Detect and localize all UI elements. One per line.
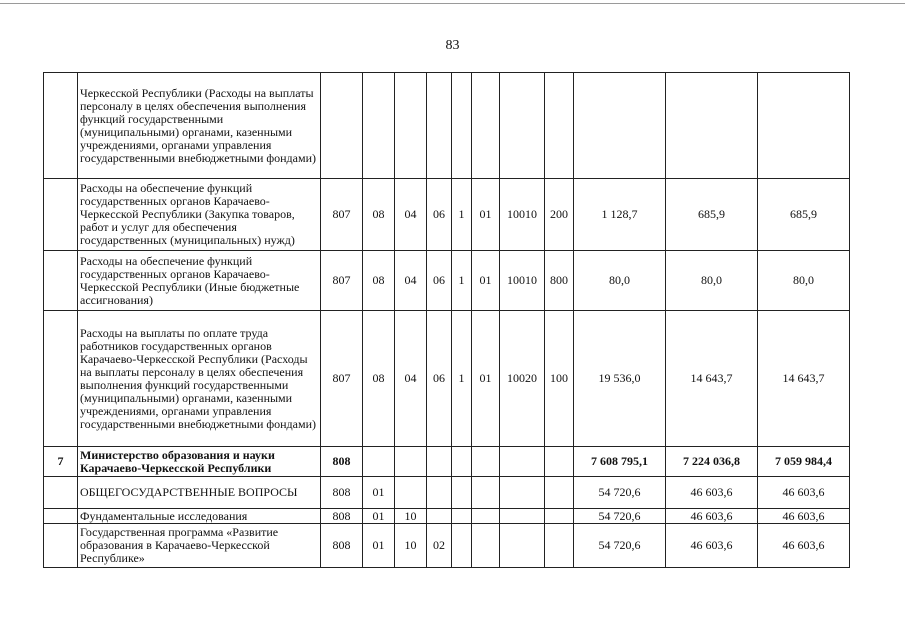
direction-code-cell xyxy=(500,477,545,509)
subprogram-code-cell: 1 xyxy=(452,311,472,447)
expense-type-code-cell xyxy=(545,524,574,568)
amount-year-2-cell: 14 643,7 xyxy=(666,311,758,447)
direction-code-cell: 10010 xyxy=(500,251,545,311)
subsection-code-cell: 10 xyxy=(395,524,427,568)
expense-type-code-cell xyxy=(545,73,574,179)
table-row xyxy=(44,477,850,509)
amount-year-3-cell: 80,0 xyxy=(758,251,850,311)
subprogram-code-cell xyxy=(452,73,472,179)
expense-type-code-cell: 100 xyxy=(545,311,574,447)
table-row xyxy=(44,311,850,447)
ved-code-cell: 808 xyxy=(321,447,363,477)
subprogram-code-cell xyxy=(452,509,472,524)
section-code-cell: 01 xyxy=(363,509,395,524)
ved-code-cell: 807 xyxy=(321,311,363,447)
ved-code-cell: 807 xyxy=(321,251,363,311)
section-code-cell: 08 xyxy=(363,311,395,447)
amount-year-2-cell: 80,0 xyxy=(666,251,758,311)
program-code-cell: 06 xyxy=(427,311,452,447)
program-code-cell: 06 xyxy=(427,179,452,251)
expense-name-cell: Расходы на выплаты по оплате труда работников государственных органов Карачаево-Черкесской Республики (Расходы на выплаты персоналу в целях обеспечения выполнения функций государственными (муниципальными) органами, казенными учреждениями, органами управления государственными внебюджетными фондами) xyxy=(78,311,321,447)
table-row xyxy=(44,73,850,179)
expense-name-cell: ОБЩЕГОСУДАРСТВЕННЫЕ ВОПРОСЫ xyxy=(78,477,321,509)
amount-year-1-cell: 7 608 795,1 xyxy=(574,447,666,477)
direction-code-cell xyxy=(500,73,545,179)
amount-year-2-cell xyxy=(666,73,758,179)
expense-type-code-cell xyxy=(545,447,574,477)
ved-code-cell: 807 xyxy=(321,179,363,251)
program-code-cell: 02 xyxy=(427,524,452,568)
subprogram-code-cell: 1 xyxy=(452,179,472,251)
subprogram-code-cell xyxy=(452,524,472,568)
row-index-cell xyxy=(44,73,78,179)
ved-code-cell: 808 xyxy=(321,477,363,509)
amount-year-2-cell: 46 603,6 xyxy=(666,524,758,568)
amount-year-1-cell: 54 720,6 xyxy=(574,524,666,568)
expense-name-cell: Фундаментальные исследования xyxy=(78,509,321,524)
row-index-cell xyxy=(44,524,78,568)
ved-code-cell xyxy=(321,73,363,179)
row-index-cell xyxy=(44,509,78,524)
amount-year-1-cell: 54 720,6 xyxy=(574,509,666,524)
scan-top-rule xyxy=(0,3,905,4)
section-code-cell xyxy=(363,73,395,179)
table-row xyxy=(44,524,850,568)
amount-year-3-cell: 7 059 984,4 xyxy=(758,447,850,477)
amount-year-3-cell xyxy=(758,73,850,179)
program-code-cell: 06 xyxy=(427,251,452,311)
section-code-cell: 08 xyxy=(363,179,395,251)
event-code-cell xyxy=(472,509,500,524)
amount-year-1-cell xyxy=(574,73,666,179)
amount-year-2-cell: 46 603,6 xyxy=(666,477,758,509)
direction-code-cell xyxy=(500,509,545,524)
event-code-cell xyxy=(472,477,500,509)
event-code-cell xyxy=(472,447,500,477)
expense-name-cell: Расходы на обеспечение функций государственных органов Карачаево-Черкесской Республики (Иные бюджетные ассигнования) xyxy=(78,251,321,311)
section-code-cell: 08 xyxy=(363,251,395,311)
expense-name-cell: Расходы на обеспечение функций государственных органов Карачаево-Черкесской Республики (Закупка товаров, работ и услуг для обеспечения государственных (муниципальных) нужд) xyxy=(78,179,321,251)
row-index-cell xyxy=(44,311,78,447)
subsection-code-cell: 04 xyxy=(395,311,427,447)
amount-year-3-cell: 685,9 xyxy=(758,179,850,251)
event-code-cell: 01 xyxy=(472,251,500,311)
expense-type-code-cell xyxy=(545,477,574,509)
amount-year-2-cell: 685,9 xyxy=(666,179,758,251)
amount-year-2-cell: 46 603,6 xyxy=(666,509,758,524)
table-row xyxy=(44,509,850,524)
amount-year-3-cell: 14 643,7 xyxy=(758,311,850,447)
subsection-code-cell xyxy=(395,447,427,477)
subsection-code-cell xyxy=(395,73,427,179)
subsection-code-cell: 04 xyxy=(395,251,427,311)
section-code-cell xyxy=(363,447,395,477)
expense-type-code-cell: 200 xyxy=(545,179,574,251)
table-row xyxy=(44,251,850,311)
direction-code-cell xyxy=(500,447,545,477)
table-row xyxy=(44,447,850,477)
subsection-code-cell xyxy=(395,477,427,509)
direction-code-cell xyxy=(500,524,545,568)
amount-year-1-cell: 1 128,7 xyxy=(574,179,666,251)
expense-type-code-cell: 800 xyxy=(545,251,574,311)
subprogram-code-cell xyxy=(452,447,472,477)
subprogram-code-cell xyxy=(452,477,472,509)
amount-year-3-cell: 46 603,6 xyxy=(758,524,850,568)
expense-name-cell: Черкесской Республики (Расходы на выплаты персоналу в целях обеспечения выполнения функций государственными (муниципальными) органами, казенными учреждениями, органами управления государственными внебюджетными фондами) xyxy=(78,73,321,179)
section-code-cell: 01 xyxy=(363,524,395,568)
row-index-cell xyxy=(44,179,78,251)
event-code-cell: 01 xyxy=(472,311,500,447)
program-code-cell xyxy=(427,73,452,179)
subsection-code-cell: 10 xyxy=(395,509,427,524)
amount-year-1-cell: 19 536,0 xyxy=(574,311,666,447)
program-code-cell xyxy=(427,477,452,509)
event-code-cell xyxy=(472,73,500,179)
page-number: 83 xyxy=(445,38,460,53)
budget-table xyxy=(43,72,850,568)
ved-code-cell: 808 xyxy=(321,524,363,568)
expense-type-code-cell xyxy=(545,509,574,524)
amount-year-3-cell: 46 603,6 xyxy=(758,477,850,509)
amount-year-2-cell: 7 224 036,8 xyxy=(666,447,758,477)
subprogram-code-cell: 1 xyxy=(452,251,472,311)
expense-name-cell: Государственная программа «Развитие образования в Карачаево-Черкесской Республике» xyxy=(78,524,321,568)
section-code-cell: 01 xyxy=(363,477,395,509)
row-index-cell xyxy=(44,251,78,311)
direction-code-cell: 10010 xyxy=(500,179,545,251)
row-index-cell xyxy=(44,477,78,509)
table-row xyxy=(44,179,850,251)
program-code-cell xyxy=(427,447,452,477)
subsection-code-cell: 04 xyxy=(395,179,427,251)
row-index-cell: 7 xyxy=(44,447,78,477)
program-code-cell xyxy=(427,509,452,524)
event-code-cell: 01 xyxy=(472,179,500,251)
expense-name-cell: Министерство образования и науки Карачаево-Черкесской Республики xyxy=(78,447,321,477)
direction-code-cell: 10020 xyxy=(500,311,545,447)
amount-year-1-cell: 80,0 xyxy=(574,251,666,311)
amount-year-3-cell: 46 603,6 xyxy=(758,509,850,524)
event-code-cell xyxy=(472,524,500,568)
ved-code-cell: 808 xyxy=(321,509,363,524)
amount-year-1-cell: 54 720,6 xyxy=(574,477,666,509)
